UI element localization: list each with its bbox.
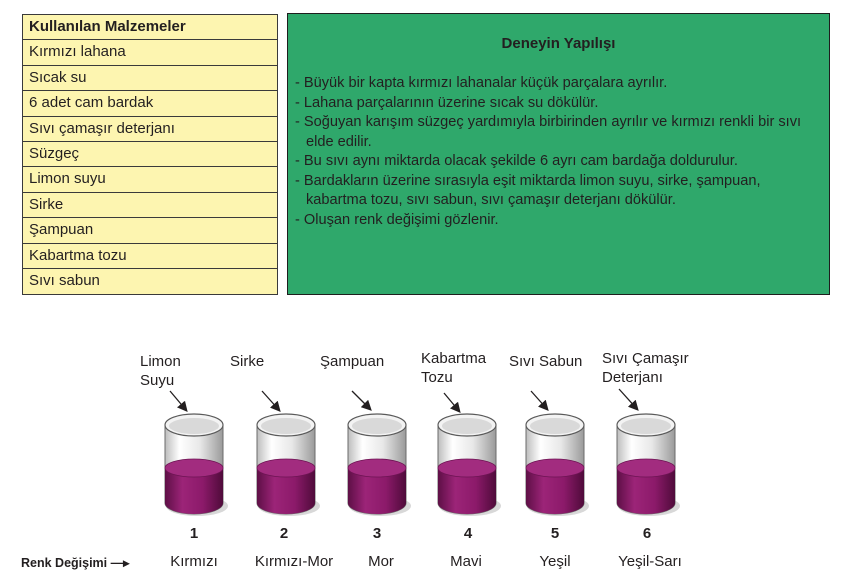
jar-3-label <box>320 352 384 371</box>
jar-number: 5 <box>550 525 560 542</box>
jar-liquid-surface <box>617 459 675 477</box>
jar-label-line: Tozu <box>421 369 453 386</box>
jar-label-line: Limon <box>140 353 181 370</box>
material-item: Sirke <box>23 193 277 218</box>
jar-result: Mor <box>368 553 394 570</box>
jar-rim-inner <box>530 418 580 434</box>
procedure-step: - Bardakların üzerine sırasıyla eşit miktarda limon suyu, sirke, şampuan, kabartma tozu, sıvı sabun, sıvı çamaşır deterjanı dökülür. <box>295 172 761 208</box>
jar-2 <box>257 414 320 516</box>
jar-liquid-surface <box>438 459 496 477</box>
jar-number: 1 <box>189 525 199 542</box>
procedure-step: - Büyük bir kapta kırmızı lahanalar küçük parçalara ayrılır. <box>295 75 668 91</box>
arrow-right-icon: —▸ <box>110 556 130 570</box>
material-item: Kırmızı lahana <box>23 40 277 65</box>
jar-label-line: Şampuan <box>320 353 385 370</box>
material-item: Limon suyu <box>23 167 277 192</box>
jar-label-line: Kabartma <box>421 350 487 367</box>
jar-1 <box>165 414 228 516</box>
jar-label-line: Sıvı Çamaşır <box>602 350 689 367</box>
pointer-arrow <box>170 391 186 410</box>
jar-number: 4 <box>463 525 473 542</box>
material-item: Sıvı çamaşır deterjanı <box>23 117 277 142</box>
jar-2-label <box>230 352 264 371</box>
jar-rim-inner <box>442 418 492 434</box>
pointer-arrow <box>262 391 279 410</box>
material-item: Kabartma tozu <box>23 244 277 269</box>
jar-5 <box>526 414 589 516</box>
jar-liquid-surface <box>257 459 315 477</box>
pointer-arrow <box>444 393 459 411</box>
jar-5-label <box>509 352 582 371</box>
jar-result: Kırmızı <box>170 553 218 570</box>
jar-result: Kırmızı-Mor <box>254 553 334 570</box>
jar-label-line: Sirke <box>230 353 265 370</box>
jar-3 <box>348 414 411 516</box>
jar-number: 3 <box>372 525 382 542</box>
jar-liquid-surface <box>165 459 223 477</box>
pointer-arrow <box>352 391 370 409</box>
renk-degisimi-label <box>21 555 129 570</box>
material-item: Şampuan <box>23 218 277 243</box>
materials-header: Kullanılan Malzemeler <box>23 15 277 40</box>
pointer-arrow <box>619 389 637 409</box>
jar-label-line: Deterjanı <box>602 369 663 386</box>
material-item: 6 adet cam bardak <box>23 91 277 116</box>
material-item: Sıcak su <box>23 66 277 91</box>
jar-number: 6 <box>642 525 652 542</box>
renk-degisimi-text: Renk Değişimi <box>21 556 108 570</box>
material-item: Sıvı sabun <box>23 269 277 294</box>
jar-label-line: Suyu <box>140 372 175 389</box>
procedure-title: Deneyin Yapılışı <box>501 35 616 52</box>
jar-label-line: Sıvı Sabun <box>509 353 583 370</box>
jar-liquid-surface <box>526 459 584 477</box>
jar-4-label <box>421 349 486 387</box>
jar-result: Mavi <box>450 553 482 570</box>
procedure-step: - Lahana parçalarının üzerine sıcak su dökülür. <box>295 94 599 111</box>
jar-number: 2 <box>279 525 289 542</box>
jar-result: Yeşil <box>539 553 571 570</box>
jar-6 <box>617 414 680 516</box>
jar-1-label <box>140 352 181 390</box>
jar-4 <box>438 414 501 516</box>
jar-6-label <box>602 349 689 387</box>
material-item: Süzgeç <box>23 142 277 167</box>
procedure-step: - Bu sıvı aynı miktarda olacak şekilde 6 ayrı cam bardağa doldurulur. <box>295 153 738 169</box>
procedure-step: - Oluşan renk değişimi gözlenir. <box>295 211 499 228</box>
jar-rim-inner <box>261 418 311 434</box>
jar-rim-inner <box>621 418 671 434</box>
jar-rim-inner <box>352 418 402 434</box>
jar-result: Yeşil-Sarı <box>618 553 682 570</box>
jar-liquid-surface <box>348 459 406 477</box>
jar-rim-inner <box>169 418 219 434</box>
pointer-arrow <box>531 391 547 409</box>
procedure-step: - Soğuyan karışım süzgeç yardımıyla birbirinden ayrılır ve kırmızı renkli bir sıvı elde edilir. <box>295 114 802 150</box>
